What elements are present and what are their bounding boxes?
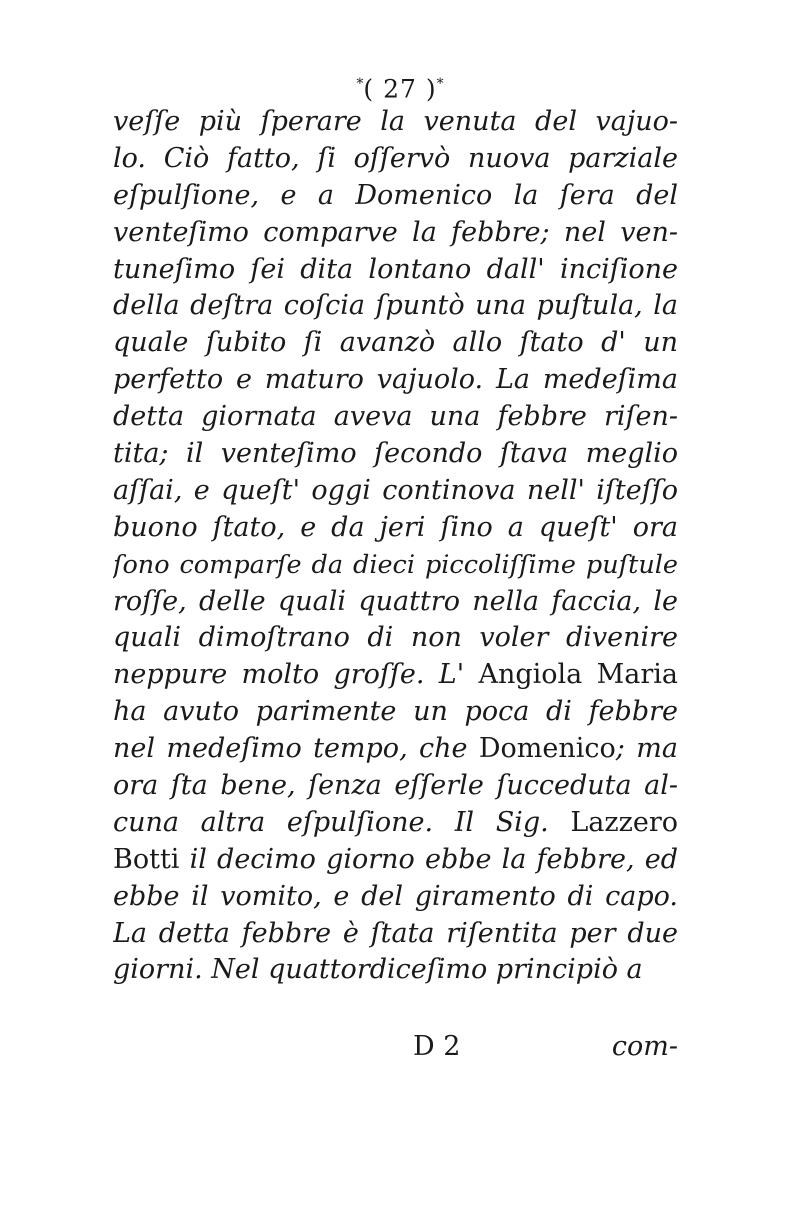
- text-line: [113, 436, 678, 473]
- text-line: [113, 104, 678, 141]
- italic-text-segment: cuna altra eſpulſione. Il Sig.: [113, 806, 571, 838]
- text-line: [113, 842, 678, 879]
- roman-text-segment: Botti: [113, 843, 180, 875]
- text-line: [113, 805, 678, 842]
- body-text: [113, 104, 678, 989]
- italic-text-segment: neppure molto groſſe. L': [113, 659, 479, 691]
- running-head: [0, 68, 800, 105]
- italic-text-segment: quali dimoſtrano di non voler divenire: [113, 622, 678, 654]
- text-line: [113, 952, 678, 989]
- italic-text-segment: ebbe il vomito, e del giramento di capo.: [113, 880, 678, 912]
- italic-text-segment: tita; il venteſimo ſecondo ſtava meglio: [113, 438, 678, 470]
- text-line: [113, 731, 678, 768]
- text-line: [113, 178, 678, 215]
- italic-text-segment: detta giornata aveva una febbre riſen-: [113, 401, 678, 433]
- text-line: [113, 215, 678, 252]
- italic-text-segment: La detta febbre è ſtata riſentita per due: [113, 917, 678, 949]
- text-line: [113, 141, 678, 178]
- italic-text-segment: veſſe più ſperare la venuta del vajuo-: [113, 106, 678, 137]
- roman-text-segment: Angiola Maria: [478, 659, 678, 691]
- page-footer: [113, 1029, 678, 1065]
- text-line: [113, 694, 678, 731]
- italic-text-segment: tuneſimo ſei dita lontano dall' inciſione: [113, 253, 678, 285]
- text-line: [113, 620, 678, 657]
- italic-text-segment: lo. Ciò fatto, ſi oſſervò nuova parziale: [113, 142, 678, 174]
- text-line: [113, 916, 678, 953]
- text-line: [113, 879, 678, 916]
- text-line: [113, 325, 678, 362]
- roman-text-segment: Domenico: [478, 733, 616, 765]
- italic-text-segment: perfetto e maturo vajuolo. La medeſima: [113, 364, 678, 396]
- italic-text-segment: nel medeſimo tempo, che: [113, 733, 479, 765]
- page-number: ( 27 ): [363, 74, 437, 104]
- catchword: com-: [611, 1031, 678, 1062]
- italic-text-segment: della deſtra coſcia ſpuntò una puſtula, la: [113, 290, 678, 322]
- italic-text-segment: aſſai, e queſt' oggi continova nell' iſteſſo: [113, 474, 678, 506]
- text-line: [113, 288, 678, 325]
- signature-mark: D 2: [413, 1031, 461, 1062]
- italic-text-segment: il decimo giorno ebbe la febbre, ed: [179, 843, 678, 875]
- text-line: [113, 399, 678, 436]
- italic-text-segment: buono ſtato, e da jeri ſino a queſt' ora: [113, 511, 678, 543]
- italic-text-segment: giorni. Nel quattordiceſimo principiò a: [113, 954, 643, 986]
- italic-text-segment: quale ſubito ſi avanzò allo ſtato d' un: [113, 327, 678, 359]
- italic-text-segment: ; ma: [615, 733, 678, 765]
- ornament-left: *: [356, 76, 364, 92]
- text-line: [113, 584, 678, 621]
- text-line: [113, 657, 678, 694]
- text-line: [113, 362, 678, 399]
- italic-text-segment: ſono comparſe da dieci piccoliſſime puſtule: [113, 549, 678, 580]
- text-line: [113, 547, 678, 584]
- roman-text-segment: Lazzero: [570, 806, 678, 838]
- italic-text-segment: venteſimo comparve la febbre; nel ven-: [113, 216, 678, 248]
- text-line: [113, 252, 678, 289]
- italic-text-segment: roſſe, delle quali quattro nella faccia, le: [113, 585, 678, 617]
- italic-text-segment: ha avuto parimente un poca di febbre: [113, 696, 678, 728]
- italic-text-segment: eſpulſione, e a Domenico la ſera del: [113, 179, 678, 211]
- italic-text-segment: ora ſta bene, ſenza eſſerle ſucceduta al-: [113, 770, 678, 802]
- text-line: [113, 473, 678, 510]
- text-line: [113, 768, 678, 805]
- ornament-right: *: [436, 76, 444, 92]
- text-line: [113, 510, 678, 547]
